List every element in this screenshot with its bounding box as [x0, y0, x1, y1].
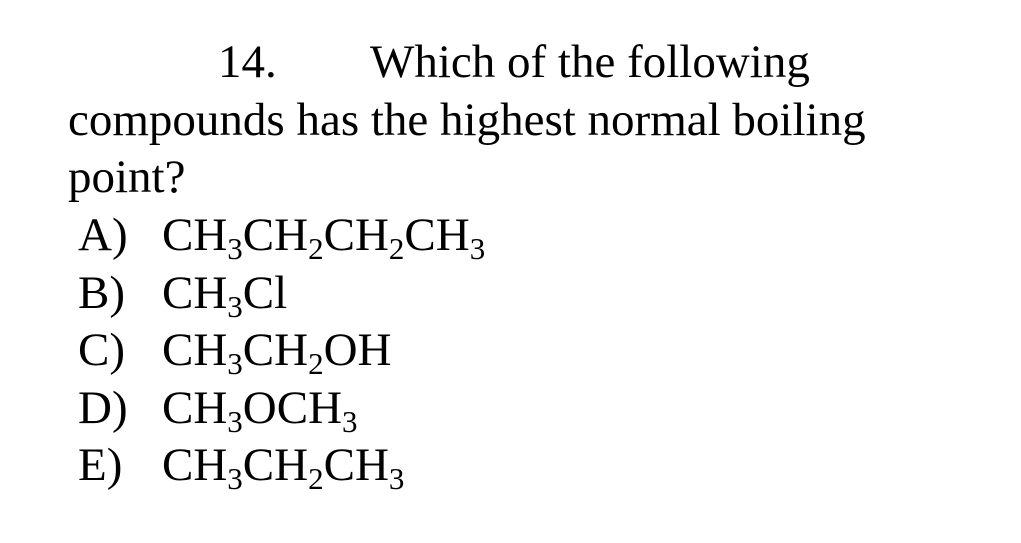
formula-group: CH — [162, 439, 228, 491]
question-line-2: compounds has the highest normal boiling — [68, 93, 866, 146]
choice-e — [78, 437, 485, 495]
formula-group: CH — [404, 209, 470, 261]
formula-group: OH — [323, 324, 392, 376]
choice-letter: A) — [78, 209, 128, 261]
choice-b — [78, 265, 485, 323]
question-stem-part-1: Which of the following — [370, 36, 810, 88]
formula-subscript: 3 — [227, 461, 243, 496]
choice-letter: D) — [78, 381, 128, 434]
question-text — [68, 34, 928, 207]
question-line-3: point? — [68, 151, 186, 203]
formula-group: CH — [162, 266, 228, 319]
formula-subscript: 3 — [227, 231, 243, 266]
formula-subscript: 2 — [308, 346, 324, 381]
choice-c — [78, 322, 485, 380]
formula-group: CH — [162, 209, 228, 261]
formula-subscript: 3 — [227, 346, 243, 381]
formula-subscript: 3 — [227, 288, 243, 324]
choice-formula — [162, 324, 392, 381]
choice-formula — [162, 209, 486, 266]
formula-subscript: 2 — [388, 231, 405, 266]
formula-subscript: 3 — [342, 403, 358, 439]
formula-group: CH — [162, 324, 228, 376]
formula-subscript: 3 — [227, 403, 243, 439]
formula-group: Cl — [242, 266, 288, 319]
formula-group: OCH — [242, 381, 343, 434]
formula-group: CH — [323, 439, 389, 491]
choice-letter: B) — [78, 266, 125, 319]
formula-group: CH — [242, 209, 309, 261]
formula-subscript: 2 — [308, 461, 324, 496]
formula-group: CH — [323, 209, 389, 261]
formula-subscript: 2 — [308, 231, 324, 266]
formula-group: CH — [162, 381, 228, 434]
formula-group: CH — [242, 324, 309, 376]
answer-choices — [78, 207, 485, 495]
choice-formula — [162, 266, 288, 324]
question-number: 14. — [218, 36, 277, 88]
formula-subscript: 3 — [388, 461, 405, 496]
choice-d — [78, 380, 485, 438]
question-line-1 — [68, 34, 928, 92]
choice-formula — [162, 381, 358, 439]
formula-subscript: 3 — [469, 231, 486, 266]
choice-a — [78, 207, 485, 265]
choice-letter: C) — [78, 324, 125, 376]
choice-letter: E) — [78, 439, 123, 491]
choice-formula — [162, 439, 405, 496]
formula-group: CH — [242, 439, 309, 491]
